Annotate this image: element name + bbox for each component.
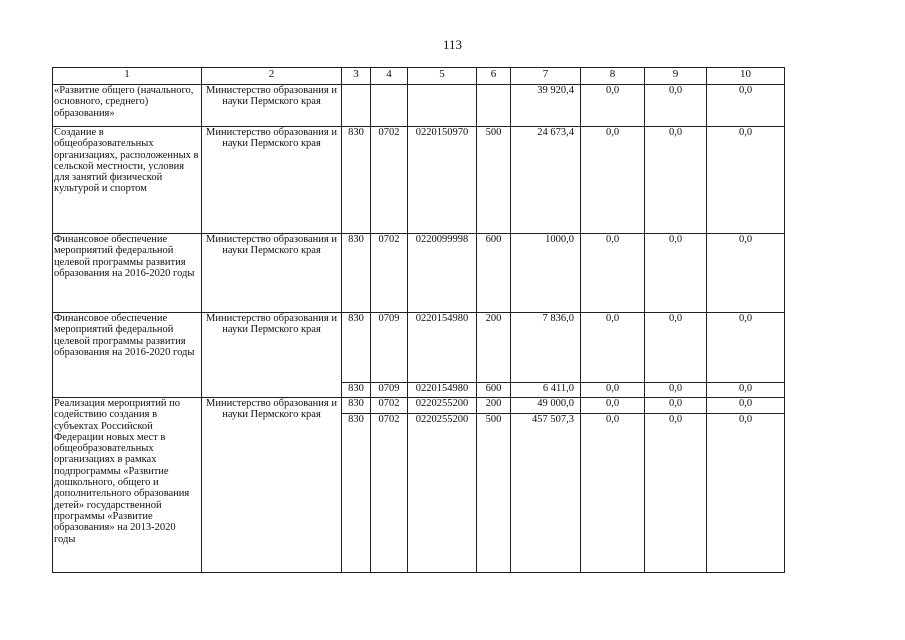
code-cell: 200 — [477, 313, 511, 383]
amount-cell: 0,0 — [581, 414, 645, 573]
amount-cell: 0,0 — [707, 383, 785, 398]
amount-cell: 0,0 — [581, 85, 645, 127]
organization: Министерство образования и науки Пермского края — [202, 127, 342, 234]
header-cell: 10 — [707, 68, 785, 85]
organization: Министерство образования и науки Пермского края — [202, 85, 342, 127]
amount-cell: 6 411,0 — [511, 383, 581, 398]
amount-cell: 0,0 — [645, 85, 707, 127]
program-name: «Развитие общего (начального, основного, среднего) образования» — [53, 85, 202, 127]
code-cell: 0220255200 — [408, 414, 477, 573]
amount-cell: 0,0 — [581, 398, 645, 414]
header-cell: 5 — [408, 68, 477, 85]
code-cell: 830 — [342, 127, 371, 234]
amount-cell: 0,0 — [645, 127, 707, 234]
amount-cell: 39 920,4 — [511, 85, 581, 127]
header-cell: 2 — [202, 68, 342, 85]
header-cell: 1 — [53, 68, 202, 85]
page-number: 113 — [442, 37, 463, 52]
organization: Министерство образования и науки Пермского края — [202, 234, 342, 313]
code-cell — [477, 85, 511, 127]
code-cell: 600 — [477, 383, 511, 398]
code-cell: 0709 — [371, 383, 408, 398]
code-cell: 500 — [477, 414, 511, 573]
header-cell: 7 — [511, 68, 581, 85]
amount-cell: 49 000,0 — [511, 398, 581, 414]
program-name: Реализация мероприятий по содействию создания в субъектах Российской Федерации новых мест в общеобразовательных организациях в рамках подпрограммы «Развитие дошкольного, общего и дополнительного образования детей» государственной программы «Развитие образования» на 2013-2020 годы — [53, 398, 202, 573]
table-row — [53, 127, 785, 234]
program-name: Создание в общеобразовательных организациях, расположенных в сельской местности, условия для занятий физической культурой и спортом — [53, 127, 202, 234]
code-cell: 830 — [342, 234, 371, 313]
table-row — [53, 398, 785, 414]
amount-cell: 0,0 — [707, 398, 785, 414]
code-cell — [408, 85, 477, 127]
code-cell: 830 — [342, 414, 371, 573]
code-cell: 0702 — [371, 127, 408, 234]
code-cell: 830 — [342, 398, 371, 414]
code-cell: 830 — [342, 383, 371, 398]
amount-cell: 0,0 — [707, 313, 785, 383]
program-name: Финансовое обеспечение мероприятий федеральной целевой программы развития образования на 2016-2020 годы — [53, 313, 202, 398]
amount-cell: 457 507,3 — [511, 414, 581, 573]
code-cell: 0220150970 — [408, 127, 477, 234]
amount-cell: 0,0 — [581, 383, 645, 398]
amount-cell: 0,0 — [645, 383, 707, 398]
amount-cell: 0,0 — [645, 313, 707, 383]
header-cell: 8 — [581, 68, 645, 85]
amount-cell: 0,0 — [581, 127, 645, 234]
amount-cell: 0,0 — [645, 414, 707, 573]
amount-cell: 0,0 — [707, 85, 785, 127]
code-cell: 0702 — [371, 414, 408, 573]
code-cell — [342, 85, 371, 127]
amount-cell: 1000,0 — [511, 234, 581, 313]
code-cell: 0220099998 — [408, 234, 477, 313]
code-cell: 0702 — [371, 234, 408, 313]
program-name: Финансовое обеспечение мероприятий федеральной целевой программы развития образования на 2016-2020 годы — [53, 234, 202, 313]
amount-cell: 0,0 — [707, 234, 785, 313]
code-cell: 600 — [477, 234, 511, 313]
budget-table — [52, 67, 785, 573]
amount-cell: 0,0 — [707, 414, 785, 573]
amount-cell: 0,0 — [645, 398, 707, 414]
header-cell: 6 — [477, 68, 511, 85]
code-cell: 0220154980 — [408, 383, 477, 398]
table-row — [53, 313, 785, 383]
code-cell: 0220154980 — [408, 313, 477, 383]
code-cell: 0702 — [371, 398, 408, 414]
code-cell: 200 — [477, 398, 511, 414]
code-cell — [371, 85, 408, 127]
header-cell: 9 — [645, 68, 707, 85]
table-row — [53, 85, 785, 127]
table-row — [53, 234, 785, 313]
organization: Министерство образования и науки Пермского края — [202, 398, 342, 573]
code-cell: 500 — [477, 127, 511, 234]
organization: Министерство образования и науки Пермского края — [202, 313, 342, 398]
amount-cell: 0,0 — [581, 313, 645, 383]
header-row — [53, 68, 785, 85]
amount-cell: 0,0 — [707, 127, 785, 234]
amount-cell: 7 836,0 — [511, 313, 581, 383]
code-cell: 830 — [342, 313, 371, 383]
code-cell: 0709 — [371, 313, 408, 383]
amount-cell: 0,0 — [581, 234, 645, 313]
code-cell: 0220255200 — [408, 398, 477, 414]
amount-cell: 0,0 — [645, 234, 707, 313]
header-cell: 3 — [342, 68, 371, 85]
amount-cell: 24 673,4 — [511, 127, 581, 234]
header-cell: 4 — [371, 68, 408, 85]
